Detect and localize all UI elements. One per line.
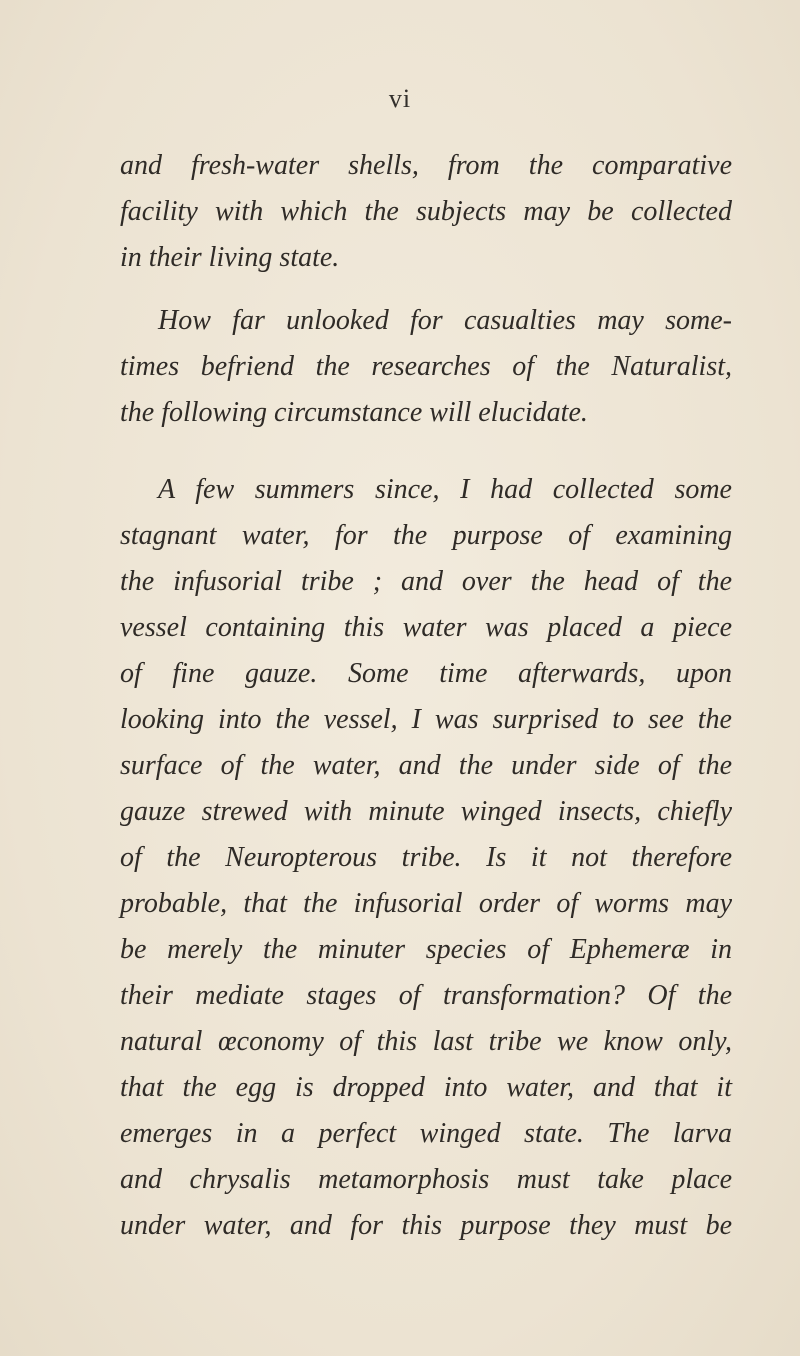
text-line: their mediate stages of transformation? Of the bbox=[120, 980, 732, 1011]
paragraph-1 bbox=[120, 143, 732, 281]
text-line: of the Neuropterous tribe. Is it not therefore bbox=[120, 842, 732, 873]
text-line: of fine gauze. Some time afterwards, upon bbox=[120, 658, 732, 689]
text-line: surface of the water, and the under side of the bbox=[120, 750, 732, 781]
page-number: vi bbox=[388, 84, 412, 113]
text-line: in their living state. bbox=[120, 242, 340, 273]
text-line: the following circumstance will elucidate. bbox=[120, 397, 588, 428]
text-line: be merely the minuter species of Ephemeræ in bbox=[120, 934, 732, 965]
text-line: probable, that the infusorial order of worms may bbox=[120, 888, 732, 919]
paragraph-3 bbox=[120, 467, 732, 1249]
paragraph-2 bbox=[120, 298, 732, 436]
text-line: looking into the vessel, I was surprised to see the bbox=[120, 704, 732, 735]
text-line: emerges in a perfect winged state. The larva bbox=[120, 1118, 732, 1149]
text-line: times befriend the researches of the Naturalist, bbox=[120, 351, 732, 382]
text-line: and fresh-water shells, from the comparative bbox=[120, 150, 732, 181]
text-line: under water, and for this purpose they must be bbox=[120, 1210, 732, 1241]
text-line: that the egg is dropped into water, and that it bbox=[120, 1072, 732, 1103]
text-line: vessel containing this water was placed a piece bbox=[120, 612, 732, 643]
text-line: How far unlooked for casualties may some- bbox=[158, 305, 732, 336]
text-line: gauze strewed with minute winged insects, chiefly bbox=[120, 796, 732, 827]
text-line: natural œconomy of this last tribe we know only, bbox=[120, 1026, 732, 1057]
text-line: A few summers since, I had collected some bbox=[158, 474, 732, 505]
text-line: facility with which the subjects may be collected bbox=[120, 196, 732, 227]
text-line: and chrysalis metamorphosis must take place bbox=[120, 1164, 732, 1195]
text-line: stagnant water, for the purpose of examining bbox=[120, 520, 732, 551]
text-line: the infusorial tribe ; and over the head of the bbox=[120, 566, 732, 597]
